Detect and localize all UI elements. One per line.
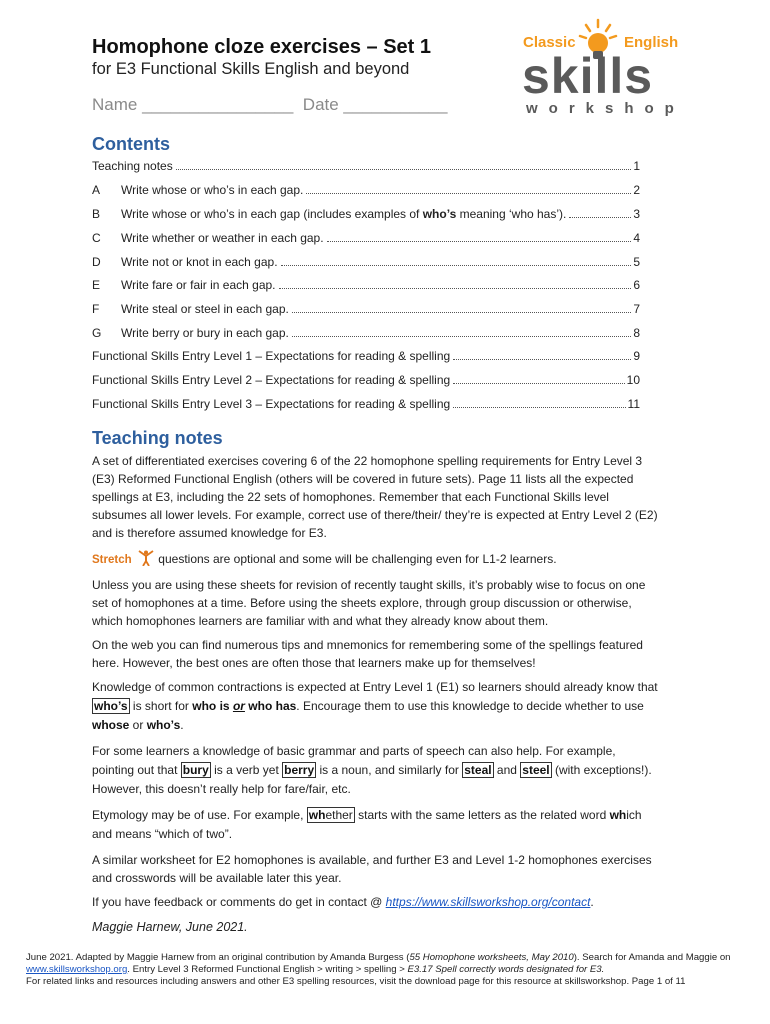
page-footer: June 2021. Adapted by Maggie Harnew from an original contribution by Amanda Burgess (55 Homophone worksheets, May 2010). Search for Amanda and Maggie on www.skillsworkshop.org. Entry Level 3 Reformed Functional English > writing > spelling > E3.17 Spell correctly words designated for E3. For related links and resources including answers and other E3 spelling resources, visit the download page for this resource at skillsworkshop. Page 1 of 11 [26,952,731,987]
toc-item[interactable] [92,253,640,271]
toc-leader [292,336,631,337]
toc-label: Write berry or bury in each gap. [121,326,289,340]
toc-code: E [92,278,101,292]
toc-label: Write fare or fair in each gap. [121,278,276,292]
boxed-word: steal [464,763,492,777]
logo-workshop: workshop [526,100,685,117]
paragraph-focus: Unless you are using these sheets for revision of recently taught skills, it’s probably wise to focus on one set of homophones at a time. Before using the sheets explore, through group discussion or otherwise, which homophones learners are familiar with and what they already know about them. [92,578,646,628]
toc-label: Write whose or who’s in each gap. [121,183,304,197]
boxed-word: whether [308,808,353,822]
toc-item[interactable] [92,347,640,365]
toc-item[interactable] [92,300,640,318]
logo-english: English [624,34,679,51]
paragraph-stretch: Stretch questions are optional and some will be challenging even for L1-2 learners. [92,552,557,566]
boxed-word: berry [284,763,315,777]
paragraph-feedback: If you have feedback or comments do get in contact @ https://www.skillsworkshop.org/contact. [92,895,594,909]
footer-site-link[interactable]: www.skillsworkshop.org [26,964,128,975]
toc-code: B [92,207,101,221]
toc-item[interactable] [92,229,640,247]
contact-link[interactable]: https://www.skillsworkshop.org/contact [385,895,591,909]
toc-label: Functional Skills Entry Level 3 – Expectations for reading & spelling [92,397,451,411]
toc-leader [569,217,631,218]
toc-item[interactable] [92,181,640,199]
toc-item[interactable] [92,324,640,342]
paragraph-mnemonics: On the web you can find numerous tips and mnemonics for remembering some of the spellings featured here. However, the best ones are often those that learners make up for themselves! [92,638,643,670]
toc-page: 1 [633,159,640,173]
name-date-line: Name ________________ Date ___________ [92,95,448,114]
toc-label: Write whose or who’s in each gap (includes examples of who’s meaning ‘who has’). [121,207,567,221]
toc-label: Functional Skills Entry Level 2 – Expectations for reading & spelling [92,373,451,387]
toc-item[interactable] [92,205,640,223]
toc-leader [327,241,632,242]
boxed-word: steel [522,763,550,777]
paragraph-intro: A set of differentiated exercises covering 6 of the 22 homophone spelling requirements for Entry Level 3 (E3) Reformed Functional English (others will be covered in future sets). Page 11 lists all the expected spellings at E3, including the 22 sets of homophones. Remember that each Functional Skills level subsumes all lower levels. For example, correct use of there/their/ they’re is expected at Entry Level 2 (E2) and is therefore assumed knowledge for E3. [92,454,658,540]
toc-leader [176,169,632,170]
toc-page: 6 [633,278,640,292]
stretch-label: Stretch [92,554,132,566]
toc-page: 10 [626,373,640,387]
paragraph-contractions: Knowledge of common contractions is expected at Entry Level 1 (E1) so learners should already know that who’s is short for who is or who has. Encourage them to use this knowledge to decide whether to use whose or who’s. [92,680,658,732]
contents-heading: Contents [92,134,170,154]
toc-label: Write steal or steel in each gap. [121,302,289,316]
paragraph-worksheets: A similar worksheet for E2 homophones is available, and further E3 and Level 1-2 homophones exercises and crosswords will be available later this year. [92,853,652,885]
paragraph-grammar: For some learners a knowledge of basic grammar and parts of speech can also help. For example, pointing out that bury is a verb yet berry is a noun, and similarly for steal and steel (with exceptions!). However, this doesn’t really help for fare/fair, etc. [92,744,652,796]
stretch-figure-icon [138,550,154,566]
toc-code: F [92,302,100,316]
toc-leader [292,312,631,313]
toc-leader [453,383,624,384]
paragraph-etymology: Etymology may be of use. For example, whether starts with the same letters as the related word which and means “which of two”. [92,808,642,841]
toc-leader [453,359,631,360]
toc-page: 2 [633,183,640,197]
toc-code: C [92,231,101,245]
toc-code: D [92,255,101,269]
toc-label: Functional Skills Entry Level 1 – Expectations for reading & spelling [92,349,451,363]
signature: Maggie Harnew, June 2021. [92,920,248,934]
toc-page: 7 [633,302,640,316]
toc-label: Write not or knot in each gap. [121,255,278,269]
page-title: Homophone cloze exercises – Set 1 [92,36,432,58]
page-subtitle: for E3 Functional Skills English and beyond [92,60,410,78]
toc-code: G [92,326,102,340]
toc-page: 9 [633,349,640,363]
toc-label: Write whether or weather in each gap. [121,231,324,245]
boxed-word: bury [182,763,209,777]
toc-leader [279,288,632,289]
logo-skills: skills [522,48,654,104]
toc-item[interactable] [92,371,640,389]
toc-page: 11 [627,397,640,411]
toc-label: Teaching notes [92,159,173,173]
toc-item[interactable] [92,395,640,413]
toc-leader [281,265,632,266]
toc-leader [306,193,631,194]
toc-page: 3 [633,207,640,221]
teaching-notes-heading: Teaching notes [92,428,223,448]
toc-page: 4 [633,231,640,245]
toc-leader [453,407,625,408]
logo-classic: Classic [523,34,576,51]
toc-page: 8 [633,326,640,340]
toc-code: A [92,183,101,197]
boxed-word: who’s [94,699,128,713]
toc-page: 5 [633,255,640,269]
skillsworkshop-logo [520,18,690,118]
toc-item[interactable] [92,157,640,175]
toc-item[interactable] [92,276,640,294]
